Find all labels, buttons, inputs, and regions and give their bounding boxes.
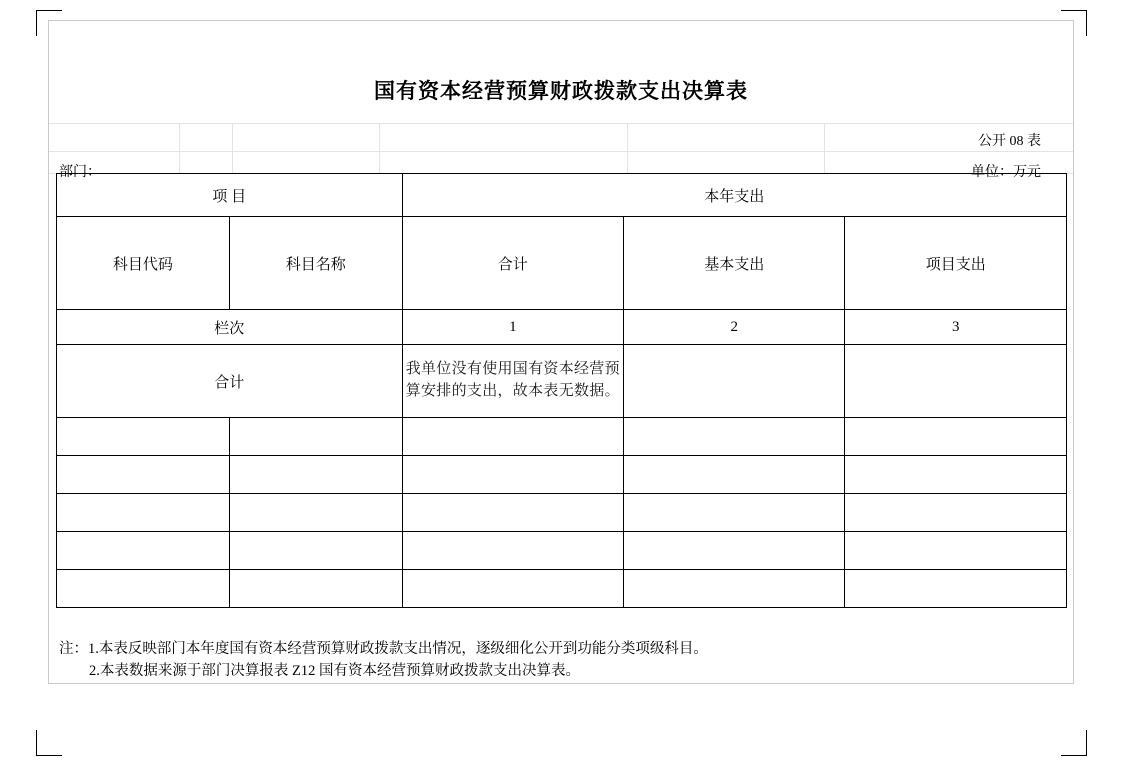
header-subject-code: 科目代码 [57,217,230,310]
cell-name [229,456,402,494]
layout-gridline [49,151,1073,152]
layout-gridline [179,123,180,173]
header-basic-expenditure: 基本支出 [624,217,845,310]
cell-name [229,494,402,532]
table-row [57,570,1067,608]
cell-basic [624,570,845,608]
cell-basic [624,494,845,532]
cell-name [229,532,402,570]
header-current-year-group: 本年支出 [402,174,1066,217]
crop-mark-bottom-left [36,730,62,756]
cell-total [402,418,623,456]
cell-code [57,570,230,608]
table-row [57,494,1067,532]
cell-total [402,456,623,494]
cell-project [845,494,1067,532]
table-column-number-row [57,310,1067,345]
department-label: 部门： [59,165,101,180]
table-row [57,418,1067,456]
page-title: 国有资本经营预算财政拨款支出决算表 [374,79,748,103]
table-row [57,532,1067,570]
footnotes [59,638,1064,683]
cell-basic [624,418,845,456]
cell-name [229,570,402,608]
total-row-note: 我单位没有使用国有资本经营预算安排的支出，故本表无数据。 [402,345,623,418]
layout-gridline [627,123,628,173]
header-total: 合计 [402,217,623,310]
budget-expenditure-table [56,173,1067,608]
header-subject-name: 科目名称 [229,217,402,310]
cell-basic [624,532,845,570]
document-page [48,20,1074,684]
cell-code [57,418,230,456]
cell-total [402,494,623,532]
column-number-label: 栏次 [57,310,403,345]
crop-mark-bottom-right [1061,730,1087,756]
cell-code [57,456,230,494]
layout-gridline [232,123,233,173]
cell-name [229,418,402,456]
cell-total [402,532,623,570]
cell-total [402,570,623,608]
total-row-project [845,345,1067,418]
header-project-expenditure: 项目支出 [845,217,1067,310]
cell-project [845,456,1067,494]
cell-basic [624,456,845,494]
table-row [57,456,1067,494]
total-row-label: 合计 [57,345,403,418]
layout-gridline [49,123,1073,124]
header-item-group: 项 目 [57,174,403,217]
cell-code [57,494,230,532]
footnote-1: 注：1.本表反映部门本年度国有资本经营预算财政拨款支出情况，逐级细化公开到功能分类项级科目。 [59,641,708,657]
table-header-group-row [57,174,1067,217]
form-code-label: 公开 08 表 [978,134,1041,149]
total-row-basic [624,345,845,418]
cell-code [57,532,230,570]
cell-project [845,418,1067,456]
column-number-3: 3 [845,310,1067,345]
footnote-2: 2.本表数据来源于部门决算报表 Z12 国有资本经营预算财政拨款支出决算表。 [89,663,580,680]
layout-gridline [824,123,825,173]
unit-label: 单位：万元 [971,165,1041,180]
table-total-row [57,345,1067,418]
layout-gridline [379,123,380,173]
column-number-1: 1 [402,310,623,345]
column-number-2: 2 [624,310,845,345]
table-header-column-row [57,217,1067,310]
cell-project [845,532,1067,570]
cell-project [845,570,1067,608]
